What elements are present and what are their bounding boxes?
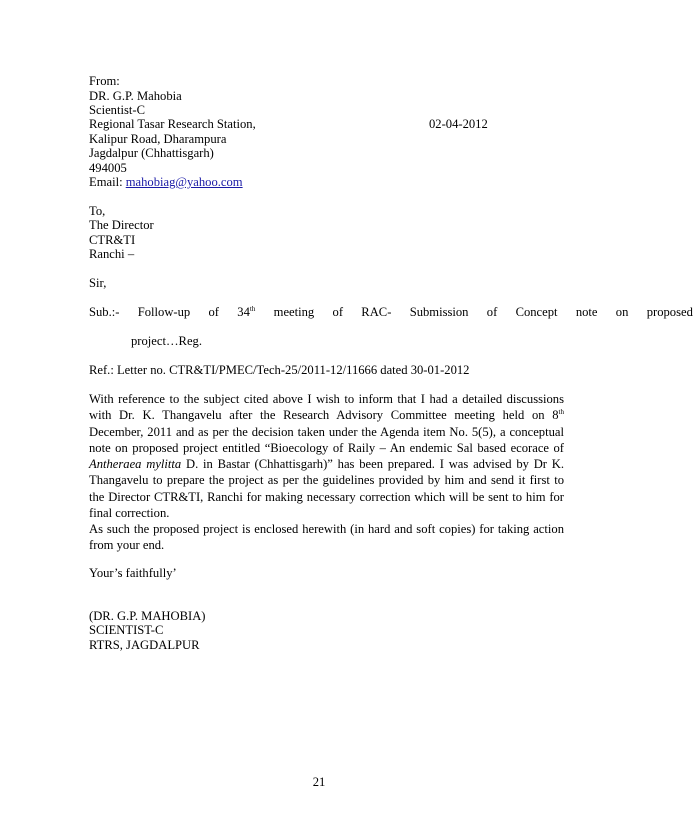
- subject-rest: meeting of RAC- Submission of Concept note on proposed: [255, 305, 693, 319]
- sender-pin: 494005: [89, 161, 127, 175]
- sender-email-line: [89, 174, 243, 190]
- body1-part2: December, 2011 and as per the decision taken under the Agenda item No. 5(5), a conceptual note on proposed project entitled “Bioecology of Raily – An endemic Sal based ecorace of: [89, 424, 564, 455]
- email-link[interactable]: mahobiag@yahoo.com: [125, 175, 243, 189]
- signature-name: (DR. G.P. MAHOBIA): [89, 609, 206, 623]
- reference-line: Ref.: Letter no. CTR&TI/PMEC/Tech-25/2011-12/11666 dated 30-01-2012: [89, 363, 470, 377]
- sender-name: DR. G.P. Mahobia: [89, 89, 182, 103]
- page-number: 21: [312, 775, 326, 789]
- sender-address-line2: Jagdalpur (Chhattisgarh): [89, 146, 214, 160]
- recipient-title: The Director: [89, 218, 154, 232]
- body-paragraph-1: [89, 391, 564, 521]
- sender-address-line1: Kalipur Road, Dharampura: [89, 132, 227, 146]
- closing: Your’s faithfully’: [89, 566, 177, 580]
- body1-part1: With reference to the subject cited above I wish to inform that I had a detailed discussions with Dr. K. Thangavelu after the Research Advisory Committee meeting held on 8: [89, 392, 564, 423]
- subject-sup: th: [249, 305, 256, 313]
- recipient-city: Ranchi –: [89, 247, 135, 261]
- subject-prefix: Sub.:- Follow-up of 34: [89, 305, 250, 319]
- email-label: Email:: [89, 175, 126, 189]
- subject-line2: project…Reg.: [131, 334, 202, 348]
- letter-date: 02-04-2012: [429, 117, 488, 131]
- recipient-org: CTR&TI: [89, 233, 136, 247]
- sender-station: Regional Tasar Research Station,: [89, 117, 256, 131]
- species-name: Antheraea mylitta: [89, 457, 182, 472]
- body1-part3: D. in Bastar (Chhattisgarh)” has been prepared. I was advised by Dr K. Thangavelu to prepare the project as per the guidelines provided by him and send it first to the Director CTR&TI, Ranchi for making necessary correction which will be sent to him for final correction.: [89, 457, 564, 521]
- salutation: Sir,: [89, 276, 107, 290]
- body-paragraph-2: As such the proposed project is enclosed herewith (in hard and soft copies) for taking action from your end.: [89, 522, 564, 553]
- body1-sup: th: [558, 408, 564, 417]
- signature-designation: SCIENTIST-C: [89, 623, 164, 637]
- subject-line1: [89, 304, 693, 320]
- sender-designation: Scientist-C: [89, 103, 145, 117]
- to-label: To,: [89, 204, 106, 218]
- from-label: From:: [89, 74, 120, 88]
- signature-place: RTRS, JAGDALPUR: [89, 638, 200, 652]
